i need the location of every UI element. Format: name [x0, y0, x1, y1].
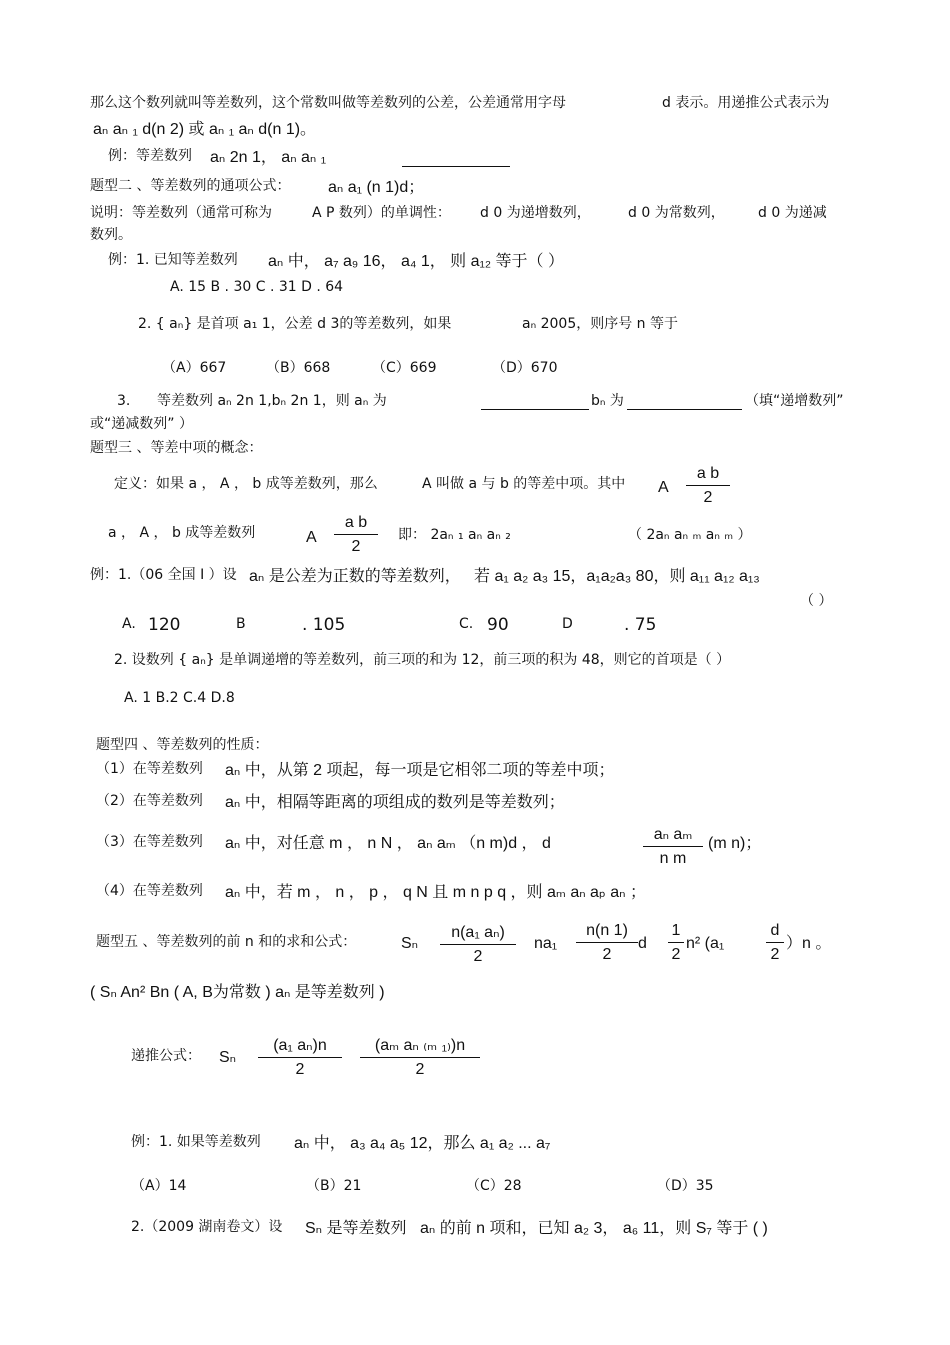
monotonic-note-2: A P 数列）的单调性： — [312, 205, 451, 221]
equivalence-general: （ 2aₙ aₙ ₘ aₙ ₘ ） — [628, 527, 752, 543]
example-2-text-end: aₙ 2005，则序号 n 等于 — [522, 316, 679, 332]
example-1-label: 例：1. 已知等差数列 — [108, 252, 238, 268]
definition-text-2: A 叫做 a 与 b 的等差中项。其中 — [422, 476, 626, 492]
example-5-1-label: 例：1. 如果等差数列 — [131, 1134, 261, 1150]
option-d-label: D — [562, 616, 573, 632]
fraction-d: $\frac{\text{aₙ aₘ}}{\text{n m}}$ — [643, 824, 703, 868]
option-d: （D）670 — [492, 360, 558, 376]
sum-end: ）n 。 — [786, 935, 832, 952]
section-5-title: 题型五 、等差数列的前 n 和的求和公式： — [96, 934, 357, 950]
fraction-half: $\frac{1}{2}$ — [668, 922, 684, 964]
monotonic-decreasing: d 0 为递减 — [758, 205, 827, 221]
text-line-1-end: d 表示。用递推公式表示为 — [662, 95, 830, 111]
example-5-2-text-end: aₙ 的前 n 项和，已知 a₂ 3， a₆ 11，则 S₇ 等于 ( ) — [420, 1220, 768, 1237]
option-35: （D）35 — [657, 1178, 714, 1194]
example-06-conditions: 若 a₁ a₂ a₃ 15，a₁a₂a₃ 80，则 a₁₁ a₁₂ a₁₃ — [474, 568, 760, 585]
monotonic-constant: d 0 为常数列， — [628, 205, 725, 221]
property-4-label: （4）在等差数列 — [96, 883, 203, 899]
fraction-d-half: $\frac{d}{2}$ — [766, 922, 784, 964]
section-3-title: 题型三 、等差中项的概念： — [90, 440, 263, 456]
sum-n2: n² (a₁ — [686, 935, 725, 952]
equivalence-text: a ， A ， b 成等差数列 — [108, 525, 256, 541]
general-term-formula: aₙ a₁ (n 1)d； — [328, 179, 425, 196]
option-a-value: 120 — [148, 615, 181, 635]
property-3-text: aₙ 中，对任意 m ， n N ， aₙ aₘ （n m)d ， d — [225, 835, 551, 852]
fraction-a-plus-b-over-2-b: $\frac{\text{a b}}{2}$ — [334, 514, 378, 556]
property-2-text: aₙ 中，相隔等距离的项组成的数列是等差数列； — [225, 794, 565, 811]
option-b: （B）668 — [266, 360, 331, 376]
recursive-sum-label: 递推公式： — [131, 1048, 201, 1064]
option-d-value: . 75 — [624, 615, 657, 635]
monotonic-note-end: 数列。 — [90, 227, 132, 243]
example-5-2-text: Sₙ 是等差数列 — [305, 1220, 407, 1237]
section-2-title: 题型二 、等差数列的通项公式： — [90, 178, 291, 194]
option-c-value: 90 — [487, 615, 509, 635]
property-3-label: （3）在等差数列 — [96, 834, 203, 850]
answer-paren: （ ） — [800, 593, 833, 609]
example-label: 例：等差数列 — [108, 148, 192, 164]
example-2-text: 2. { aₙ} 是首项 a₁ 1，公差 d 3的等差数列，如果 — [138, 316, 452, 332]
property-3-end: (m n)； — [708, 835, 762, 852]
equivalence-formula: 即： 2aₙ ₁ aₙ aₙ ₂ — [398, 527, 511, 543]
sum-characterization: ( Sₙ An² Bn ( A, B为常数 ) aₙ 是等差数列 ) — [90, 984, 385, 1001]
property-4-text: aₙ 中，若 m ， n ， p ， q N 且 m n p q ，则 aₘ aₙ aₚ aₙ ； — [225, 884, 646, 901]
section-4-title: 题型四 、等差数列的性质： — [96, 737, 269, 753]
example-06-label: 例：1.（06 全国 I ）设 — [90, 567, 237, 583]
text-line-1: 那么这个数列就叫等差数列，这个常数叫做等差数列的公差，公差通常用字母 — [90, 95, 566, 111]
example-5-2-label: 2.（2009 湖南卷文）设 — [131, 1219, 283, 1235]
option-28: （C）28 — [466, 1178, 522, 1194]
option-a-label: A. — [122, 616, 136, 632]
sum-na1: na₁ — [534, 935, 558, 952]
option-a: （A）667 — [162, 360, 227, 376]
example-3-bn: bₙ 为 — [591, 393, 624, 409]
definition-A: A — [658, 479, 669, 496]
sum-S: Sₙ — [401, 935, 419, 952]
monotonic-increasing: d 0 为递增数列， — [480, 205, 591, 221]
example-1-options: A. 15 B . 30 C . 31 D . 64 — [170, 279, 344, 295]
example-3-number: 3. — [117, 393, 131, 409]
example-06-text: aₙ 是公差为正数的等差数列， — [249, 568, 461, 585]
fraction-sum-1: $\frac{\text{n(a₁ aₙ)}}{2}$ — [440, 922, 516, 966]
example-5-1-text: aₙ 中， a₃ a₄ a₅ 12，那么 a₁ a₂ ... a₇ — [294, 1135, 551, 1152]
property-2-label: （2）在等差数列 — [96, 793, 203, 809]
option-c-label: C. — [459, 616, 474, 632]
example-1-text: aₙ 中， a₇ a₉ 16， a₄ 1， 则 a₁₂ 等于（ ） — [268, 253, 565, 270]
answer-blank-an — [481, 393, 589, 410]
option-b-value: . 105 — [302, 615, 346, 635]
equivalence-A: A — [306, 529, 317, 546]
example-2-options: A. 1 B.2 C.4 D.8 — [124, 690, 235, 706]
option-c: （C）669 — [372, 360, 437, 376]
answer-blank-bn — [627, 393, 742, 410]
example-3-text: 等差数列 aₙ 2n 1,bₙ 2n 1，则 aₙ 为 — [157, 393, 387, 409]
fraction-recursive-1: $\frac{\text{(a₁ aₙ)n}}{2}$ — [258, 1035, 342, 1079]
option-14: （A）14 — [131, 1178, 187, 1194]
recursive-sum-S: Sₙ — [219, 1049, 237, 1066]
property-1-text: aₙ 中，从第 2 项起，每一项是它相邻二项的等差中项； — [225, 762, 615, 779]
option-21: （B）21 — [306, 1178, 362, 1194]
monotonic-note: 说明：等差数列（通常可称为 — [90, 205, 272, 221]
example-3-hint-end: 或“递减数列” ） — [90, 416, 193, 432]
recursive-formula: aₙ aₙ ₁ d(n 2) 或 aₙ ₁ aₙ d(n 1)。 — [93, 121, 317, 138]
fraction-a-plus-b-over-2: $\frac{\text{a b}}{2}$ — [686, 465, 730, 507]
example-formula: aₙ 2n 1， aₙ aₙ ₁ — [210, 149, 327, 166]
sum-d: d — [638, 935, 647, 952]
fraction-recursive-2: $\frac{\text{(aₘ aₙ ₍ₘ ₁₎)n}}{2}$ — [360, 1035, 480, 1079]
fraction-sum-2: $\frac{n(n 1)}{2}$ — [576, 922, 638, 964]
option-b-label: B — [236, 616, 246, 632]
definition-text: 定义：如果 a ， A ， b 成等差数列，那么 — [114, 476, 378, 492]
property-1-label: （1）在等差数列 — [96, 761, 203, 777]
example-2-sum-product: 2. 设数列 { aₙ} 是单调递增的等差数列，前三项的和为 12，前三项的积为 48，则它的首项是（ ） — [114, 652, 731, 668]
answer-blank — [402, 150, 510, 167]
example-3-hint: （填“递增数列” — [745, 393, 844, 409]
